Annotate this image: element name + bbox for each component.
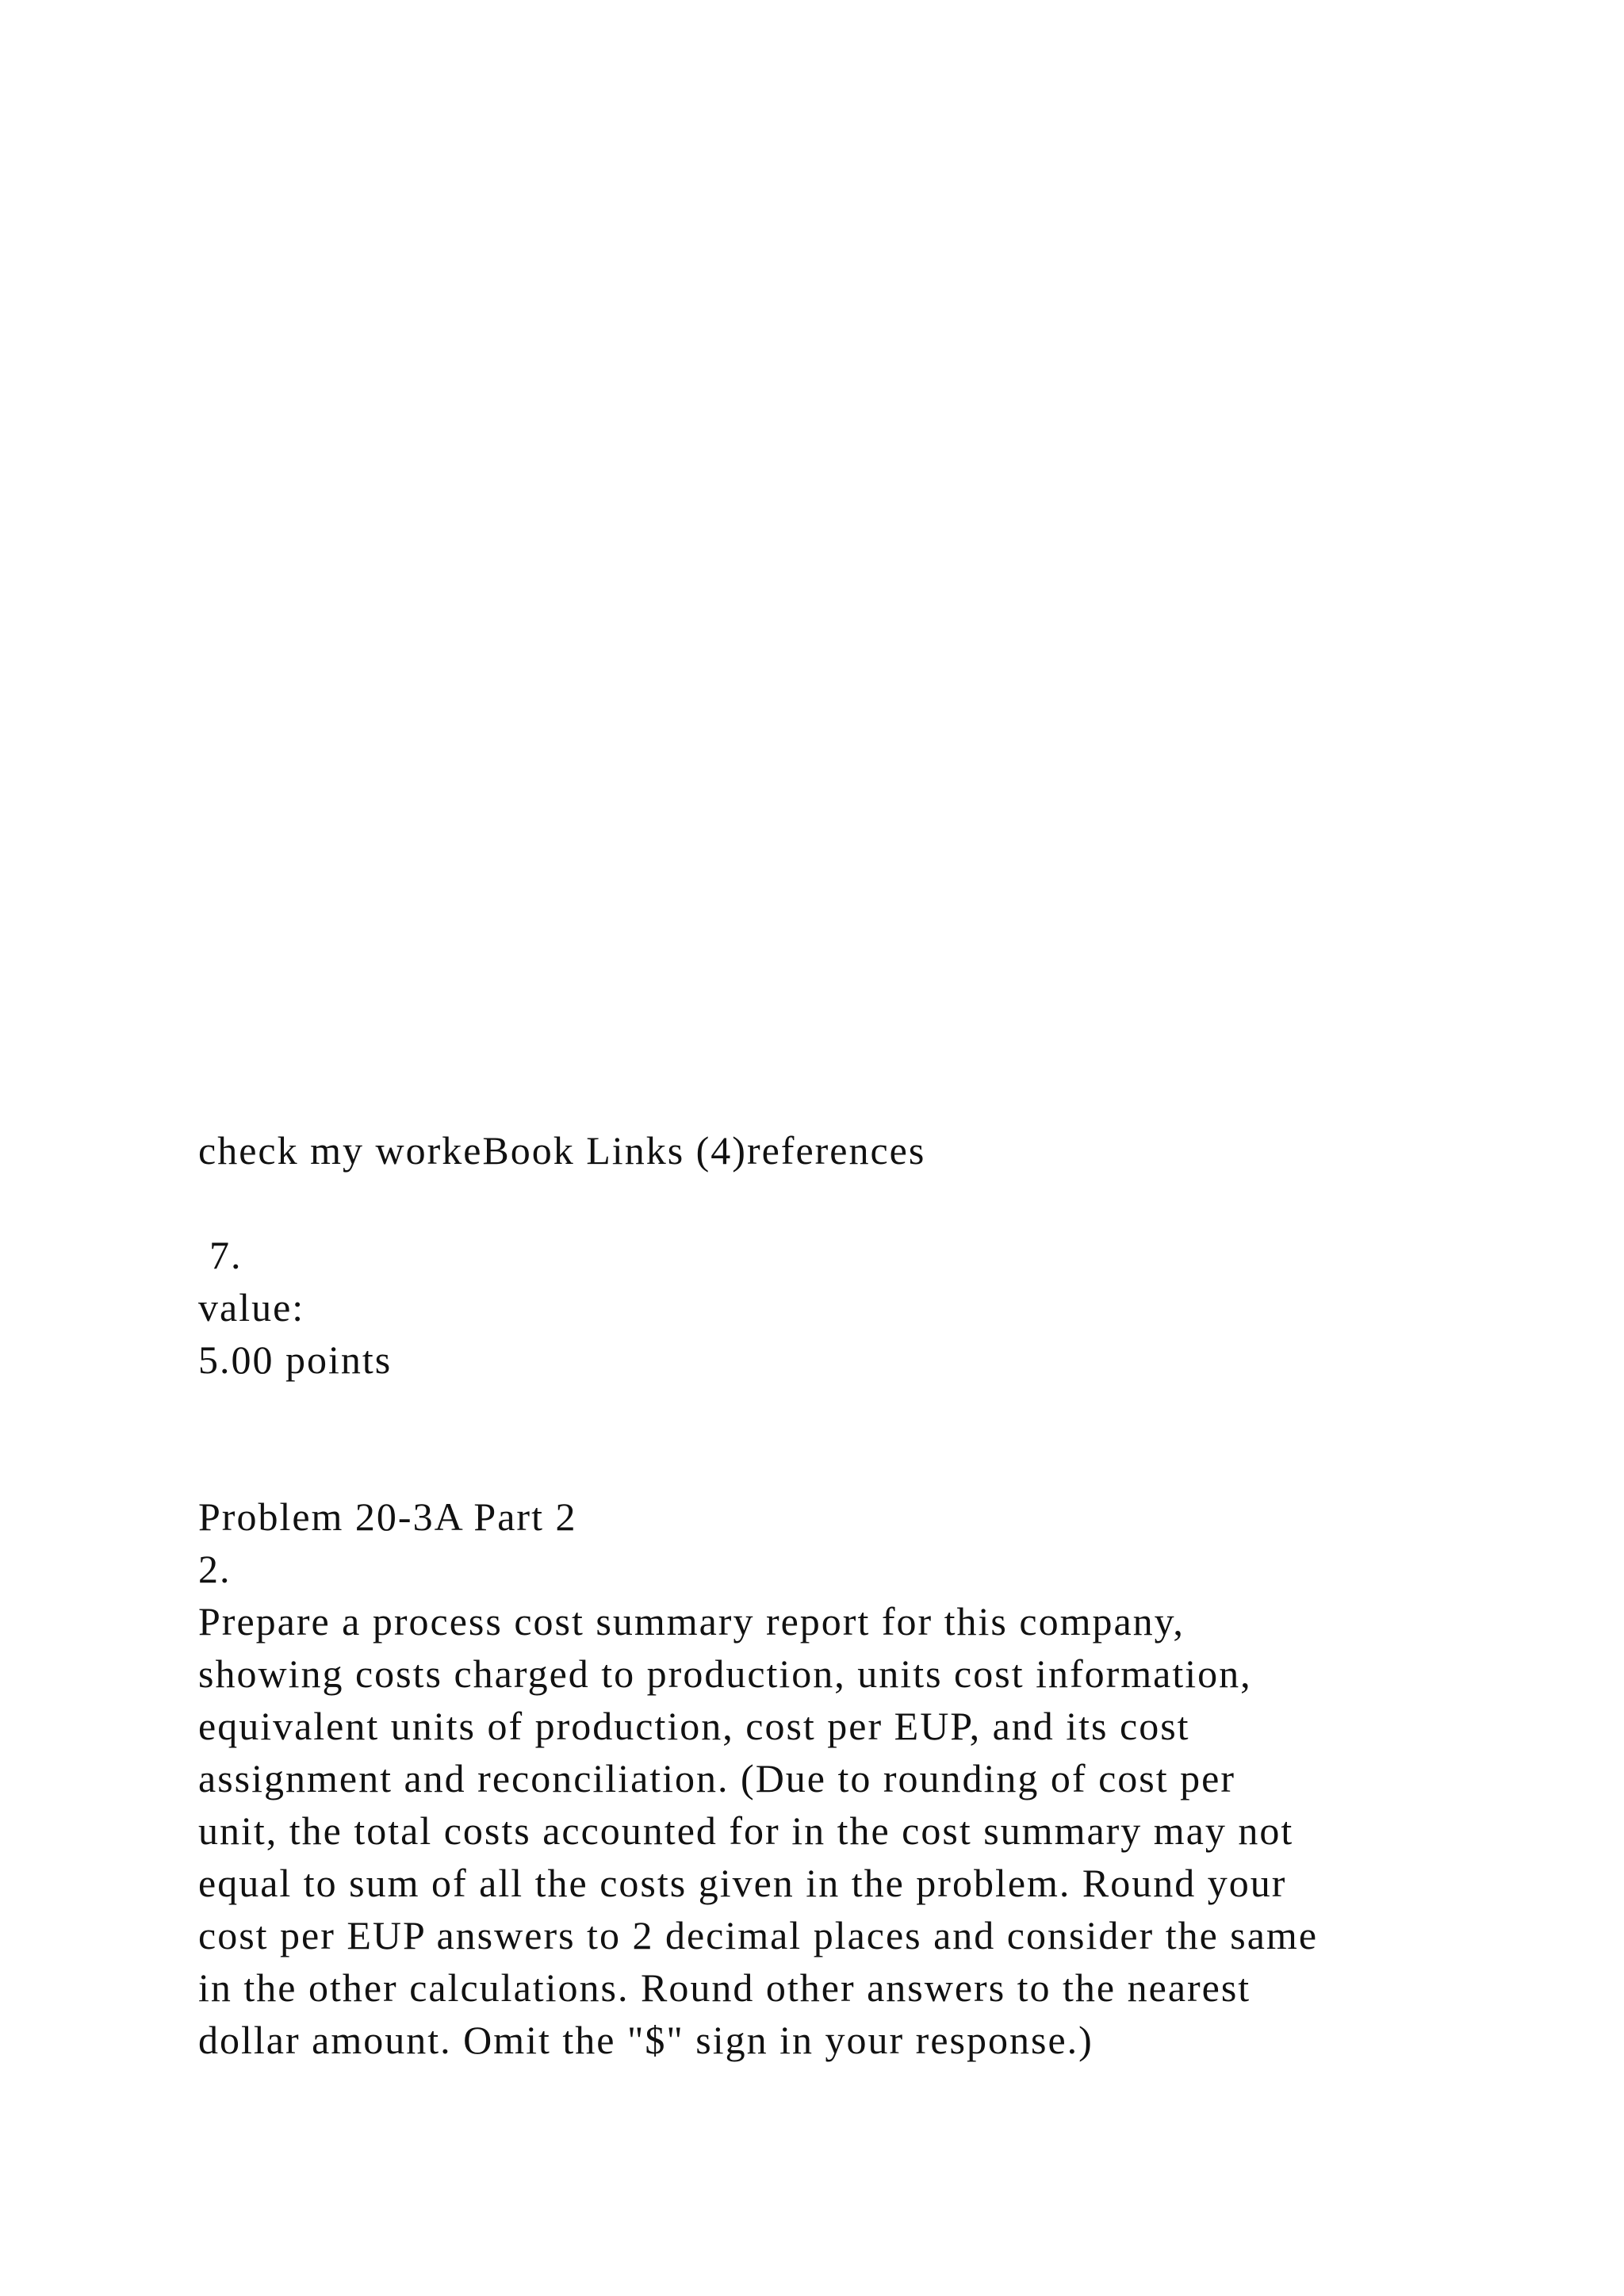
question-number: 7. (209, 1233, 243, 1277)
part-number: 2. (198, 1547, 232, 1591)
ebook-links-text[interactable]: check my workeBook Links (4)references (198, 1128, 926, 1173)
spacer (198, 1386, 1515, 1438)
points-value: 5.00 points (198, 1337, 393, 1382)
instruction-line: equivalent units of production, cost per EUP, and its cost (198, 1704, 1190, 1748)
instruction-line: Prepare a process cost summary report for this company, (198, 1599, 1185, 1644)
instruction-line: dollar amount. Omit the "$" sign in your response.) (198, 2018, 1094, 2062)
instruction-line: cost per EUP answers to 2 decimal places and consider the same (198, 1913, 1319, 1957)
instruction-line: in the other calculations. Round other answers to the nearest (198, 1965, 1251, 2010)
instruction-line: unit, the total costs accounted for in the cost summary may not (198, 1808, 1294, 1853)
instruction-line: assignment and reconciliation. (Due to rounding of cost per (198, 1756, 1235, 1800)
document-text (198, 1124, 1515, 2066)
spacer (198, 1438, 1515, 1490)
instruction-line: showing costs charged to production, units cost information, (198, 1651, 1252, 1696)
spacer (198, 1177, 1515, 1229)
value-label: value: (198, 1285, 305, 1330)
problem-title: Problem 20-3A Part 2 (198, 1494, 577, 1539)
instruction-line: equal to sum of all the costs given in the problem. Round your (198, 1861, 1287, 1905)
